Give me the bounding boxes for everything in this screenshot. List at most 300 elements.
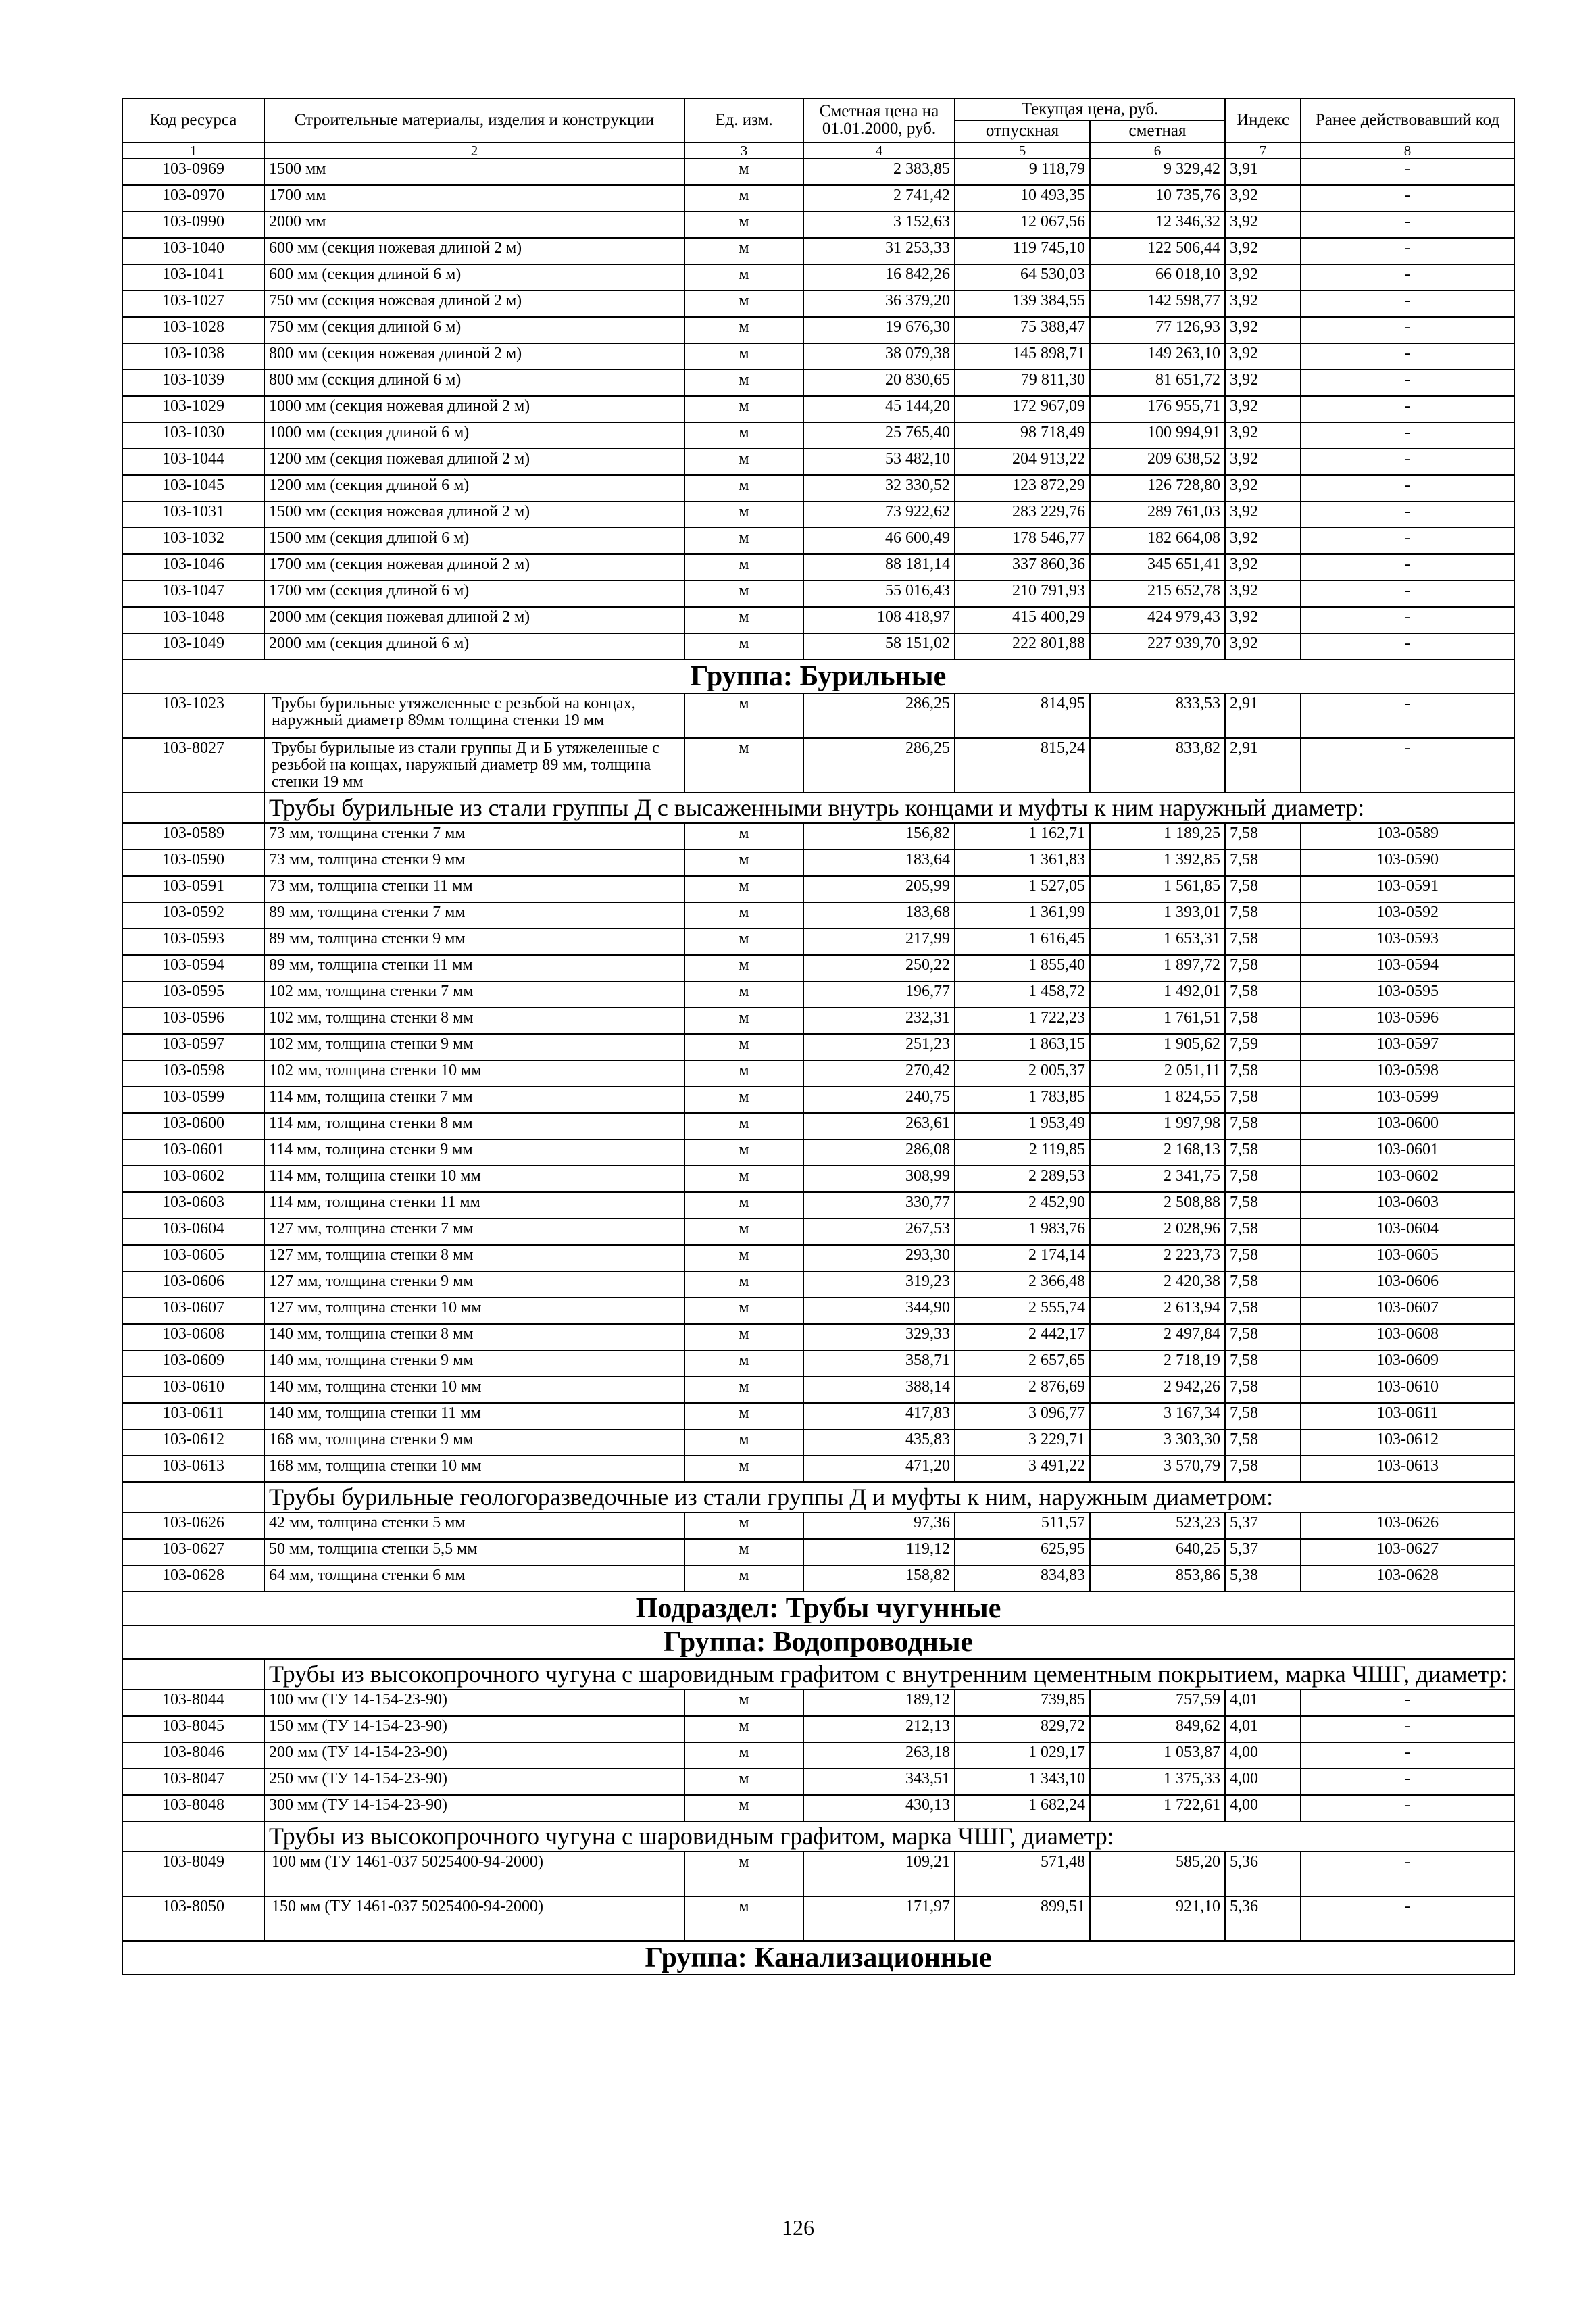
subgroup-heading: Трубы из высокопрочного чугуна с шаровидным графитом, марка ЧШГ, диаметр:	[264, 1821, 1514, 1852]
previous-code: 103-0601	[1301, 1139, 1514, 1166]
estimate-price: 2 718,19	[1090, 1350, 1225, 1377]
previous-code: 103-0594	[1301, 955, 1514, 981]
table-row	[122, 1769, 1514, 1795]
estimate-price: 2 223,73	[1090, 1245, 1225, 1271]
resource-code: 103-8048	[122, 1795, 264, 1821]
base-price: 73 922,62	[803, 501, 955, 528]
price-index: 3,92	[1225, 475, 1301, 501]
material-name: 50 мм, толщина стенки 5,5 мм	[264, 1539, 684, 1565]
base-price: 88 181,14	[803, 554, 955, 581]
previous-code: -	[1301, 396, 1514, 422]
base-price: 471,20	[803, 1456, 955, 1482]
release-price: 337 860,36	[955, 554, 1090, 581]
table-row	[122, 1403, 1514, 1429]
previous-code: -	[1301, 607, 1514, 633]
table-row	[122, 581, 1514, 607]
release-price: 1 361,99	[955, 902, 1090, 929]
unit: м	[684, 1245, 803, 1271]
previous-code: 103-0613	[1301, 1456, 1514, 1482]
release-price: 79 811,30	[955, 370, 1090, 396]
price-index: 7,58	[1225, 1060, 1301, 1087]
release-price: 2 119,85	[955, 1139, 1090, 1166]
base-price: 53 482,10	[803, 449, 955, 475]
price-sheet	[122, 98, 1514, 1975]
table-row	[122, 1456, 1514, 1482]
material-name: 250 мм (ТУ 14-154-23-90)	[264, 1769, 684, 1795]
release-price: 3 229,71	[955, 1429, 1090, 1456]
material-name: 140 мм, толщина стенки 11 мм	[264, 1403, 684, 1429]
subgroup-heading-row	[122, 1821, 1514, 1852]
estimate-price: 1 492,01	[1090, 981, 1225, 1008]
group-heading: Группа: Бурильные	[122, 660, 1514, 693]
table-row	[122, 1113, 1514, 1139]
base-price: 250,22	[803, 955, 955, 981]
price-index: 5,37	[1225, 1512, 1301, 1539]
material-name: 102 мм, толщина стенки 7 мм	[264, 981, 684, 1008]
base-price: 189,12	[803, 1690, 955, 1716]
release-price: 204 913,22	[955, 449, 1090, 475]
header-base-price: Сметная цена на 01.01.2000, руб.	[803, 99, 955, 143]
estimate-price: 77 126,93	[1090, 317, 1225, 343]
resource-code: 103-1045	[122, 475, 264, 501]
resource-code: 103-0627	[122, 1539, 264, 1565]
estimate-price: 2 028,96	[1090, 1218, 1225, 1245]
table-row	[122, 607, 1514, 633]
price-index: 3,92	[1225, 607, 1301, 633]
price-index: 3,92	[1225, 633, 1301, 660]
release-price: 2 174,14	[955, 1245, 1090, 1271]
subgroup-heading-row	[122, 1482, 1514, 1512]
previous-code: -	[1301, 449, 1514, 475]
previous-code: 103-0598	[1301, 1060, 1514, 1087]
price-index: 7,58	[1225, 1350, 1301, 1377]
estimate-price: 3 167,34	[1090, 1403, 1225, 1429]
release-price: 1 616,45	[955, 929, 1090, 955]
material-name: 42 мм, толщина стенки 5 мм	[264, 1512, 684, 1539]
price-index: 7,58	[1225, 1192, 1301, 1218]
unit: м	[684, 1795, 803, 1821]
previous-code: -	[1301, 1769, 1514, 1795]
previous-code: 103-0610	[1301, 1377, 1514, 1403]
base-price: 343,51	[803, 1769, 955, 1795]
material-name: 750 мм (секция длиной 6 м)	[264, 317, 684, 343]
resource-code: 103-0970	[122, 185, 264, 212]
material-name: 168 мм, толщина стенки 10 мм	[264, 1456, 684, 1482]
estimate-price: 1 761,51	[1090, 1008, 1225, 1034]
release-price: 571,48	[955, 1852, 1090, 1896]
previous-code: -	[1301, 693, 1514, 738]
base-price: 358,71	[803, 1350, 955, 1377]
material-name: 300 мм (ТУ 14-154-23-90)	[264, 1795, 684, 1821]
estimate-price: 1 905,62	[1090, 1034, 1225, 1060]
table-row	[122, 343, 1514, 370]
material-name: 73 мм, толщина стенки 11 мм	[264, 876, 684, 902]
table-row	[122, 449, 1514, 475]
table-row	[122, 1166, 1514, 1192]
table-row	[122, 738, 1514, 793]
previous-code: 103-0628	[1301, 1565, 1514, 1592]
estimate-price: 1 824,55	[1090, 1087, 1225, 1113]
price-index: 3,92	[1225, 396, 1301, 422]
unit: м	[684, 607, 803, 633]
price-index: 7,58	[1225, 1298, 1301, 1324]
estimate-price: 100 994,91	[1090, 422, 1225, 449]
base-price: 251,23	[803, 1034, 955, 1060]
estimate-price: 2 613,94	[1090, 1298, 1225, 1324]
resource-code: 103-8027	[122, 738, 264, 793]
resource-code: 103-8050	[122, 1896, 264, 1941]
previous-code: -	[1301, 581, 1514, 607]
table-row	[122, 1139, 1514, 1166]
header-estimate-price: сметная	[1090, 120, 1225, 142]
material-name: 73 мм, толщина стенки 7 мм	[264, 823, 684, 850]
release-price: 210 791,93	[955, 581, 1090, 607]
resource-code: 103-0591	[122, 876, 264, 902]
resource-code: 103-0607	[122, 1298, 264, 1324]
resource-code: 103-0609	[122, 1350, 264, 1377]
estimate-price: 424 979,43	[1090, 607, 1225, 633]
material-name: Трубы бурильные из стали группы Д и Б утяжеленные с резьбой на концах, наружный диаметр 89 мм, толщина стенки 19 мм	[264, 738, 684, 793]
header-prev-code: Ранее действовавший код	[1301, 99, 1514, 143]
subgroup-heading: Трубы из высокопрочного чугуна с шаровидным графитом с внутренним цементным покрытием, марка ЧШГ, диаметр:	[264, 1659, 1514, 1690]
price-index: 3,92	[1225, 238, 1301, 264]
material-name: 800 мм (секция ножевая длиной 2 м)	[264, 343, 684, 370]
table-row	[122, 1192, 1514, 1218]
release-price: 2 442,17	[955, 1324, 1090, 1350]
resource-code: 103-8045	[122, 1716, 264, 1742]
material-name: 73 мм, толщина стенки 9 мм	[264, 850, 684, 876]
resource-code: 103-0628	[122, 1565, 264, 1592]
table-row	[122, 264, 1514, 291]
previous-code: -	[1301, 554, 1514, 581]
release-price: 1 343,10	[955, 1769, 1090, 1795]
unit: м	[684, 1539, 803, 1565]
previous-code: -	[1301, 1690, 1514, 1716]
unit: м	[684, 554, 803, 581]
estimate-price: 12 346,32	[1090, 212, 1225, 238]
unit: м	[684, 1896, 803, 1941]
table-row	[122, 902, 1514, 929]
estimate-price: 3 303,30	[1090, 1429, 1225, 1456]
unit: м	[684, 264, 803, 291]
price-index: 7,58	[1225, 1245, 1301, 1271]
unit: м	[684, 1429, 803, 1456]
price-index: 7,58	[1225, 1008, 1301, 1034]
resource-code: 103-1029	[122, 396, 264, 422]
group-heading-row	[122, 660, 1514, 693]
previous-code: 103-0611	[1301, 1403, 1514, 1429]
estimate-price: 2 942,26	[1090, 1377, 1225, 1403]
release-price: 172 967,09	[955, 396, 1090, 422]
unit: м	[684, 1690, 803, 1716]
material-name: 127 мм, толщина стенки 7 мм	[264, 1218, 684, 1245]
previous-code: 103-0603	[1301, 1192, 1514, 1218]
table-row	[122, 981, 1514, 1008]
estimate-price: 921,10	[1090, 1896, 1225, 1941]
header-current-price: Текущая цена, руб.	[955, 99, 1225, 120]
estimate-price: 853,86	[1090, 1565, 1225, 1592]
resource-code: 103-0611	[122, 1403, 264, 1429]
price-index: 2,91	[1225, 693, 1301, 738]
base-price: 36 379,20	[803, 291, 955, 317]
resource-code: 103-0589	[122, 823, 264, 850]
price-index: 4,01	[1225, 1716, 1301, 1742]
previous-code: 103-0596	[1301, 1008, 1514, 1034]
price-index: 3,92	[1225, 264, 1301, 291]
estimate-price: 182 664,08	[1090, 528, 1225, 554]
material-name: 2000 мм (секция ножевая длиной 2 м)	[264, 607, 684, 633]
material-name: 1000 мм (секция длиной 6 м)	[264, 422, 684, 449]
material-name: 102 мм, толщина стенки 9 мм	[264, 1034, 684, 1060]
release-price: 829,72	[955, 1716, 1090, 1742]
empty-cell	[122, 1659, 264, 1690]
unit: м	[684, 1769, 803, 1795]
previous-code: 103-0609	[1301, 1350, 1514, 1377]
table-row	[122, 1896, 1514, 1941]
previous-code: -	[1301, 1795, 1514, 1821]
estimate-price: 2 051,11	[1090, 1060, 1225, 1087]
estimate-price: 2 341,75	[1090, 1166, 1225, 1192]
table-row	[122, 1060, 1514, 1087]
base-price: 55 016,43	[803, 581, 955, 607]
base-price: 205,99	[803, 876, 955, 902]
estimate-price: 3 570,79	[1090, 1456, 1225, 1482]
release-price: 1 953,49	[955, 1113, 1090, 1139]
material-name: 64 мм, толщина стенки 6 мм	[264, 1565, 684, 1592]
resource-code: 103-0595	[122, 981, 264, 1008]
price-index: 7,58	[1225, 1139, 1301, 1166]
resource-code: 103-0969	[122, 159, 264, 185]
previous-code: -	[1301, 475, 1514, 501]
release-price: 2 555,74	[955, 1298, 1090, 1324]
estimate-price: 2 420,38	[1090, 1271, 1225, 1298]
previous-code: -	[1301, 1716, 1514, 1742]
release-price: 1 855,40	[955, 955, 1090, 981]
base-price: 19 676,30	[803, 317, 955, 343]
material-name: 100 мм (ТУ 14-154-23-90)	[264, 1690, 684, 1716]
estimate-price: 833,82	[1090, 738, 1225, 793]
group-heading-row	[122, 1592, 1514, 1625]
unit: м	[684, 1192, 803, 1218]
base-price: 2 741,42	[803, 185, 955, 212]
resource-code: 103-1031	[122, 501, 264, 528]
unit: м	[684, 1350, 803, 1377]
table-row	[122, 633, 1514, 660]
price-index: 3,92	[1225, 449, 1301, 475]
price-index: 4,00	[1225, 1795, 1301, 1821]
release-price: 511,57	[955, 1512, 1090, 1539]
material-name: 140 мм, толщина стенки 8 мм	[264, 1324, 684, 1350]
unit: м	[684, 1218, 803, 1245]
previous-code: -	[1301, 238, 1514, 264]
material-name: 1500 мм (секция длиной 6 м)	[264, 528, 684, 554]
material-name: 150 мм (ТУ 1461-037 5025400-94-2000)	[264, 1896, 684, 1941]
table-row	[122, 1245, 1514, 1271]
base-price: 217,99	[803, 929, 955, 955]
estimate-price: 2 168,13	[1090, 1139, 1225, 1166]
release-price: 75 388,47	[955, 317, 1090, 343]
unit: м	[684, 291, 803, 317]
unit: м	[684, 1087, 803, 1113]
group-heading: Группа: Канализационные	[122, 1941, 1514, 1975]
unit: м	[684, 475, 803, 501]
material-name: 114 мм, толщина стенки 9 мм	[264, 1139, 684, 1166]
estimate-price: 640,25	[1090, 1539, 1225, 1565]
material-name: Трубы бурильные утяжеленные с резьбой на концах, наружный диаметр 89мм толщина стенки 19 мм	[264, 693, 684, 738]
material-name: 2000 мм (секция длиной 6 м)	[264, 633, 684, 660]
group-heading-row	[122, 1941, 1514, 1975]
column-number: 5	[955, 143, 1090, 159]
base-price: 16 842,26	[803, 264, 955, 291]
price-index: 4,00	[1225, 1769, 1301, 1795]
estimate-price: 9 329,42	[1090, 159, 1225, 185]
release-price: 2 876,69	[955, 1377, 1090, 1403]
release-price: 1 983,76	[955, 1218, 1090, 1245]
price-index: 3,92	[1225, 501, 1301, 528]
estimate-price: 1 392,85	[1090, 850, 1225, 876]
estimate-price: 227 939,70	[1090, 633, 1225, 660]
base-price: 388,14	[803, 1377, 955, 1403]
unit: м	[684, 1716, 803, 1742]
unit: м	[684, 823, 803, 850]
table-row	[122, 554, 1514, 581]
unit: м	[684, 1377, 803, 1403]
previous-code: 103-0606	[1301, 1271, 1514, 1298]
base-price: 183,64	[803, 850, 955, 876]
base-price: 171,97	[803, 1896, 955, 1941]
unit: м	[684, 528, 803, 554]
estimate-price: 1 897,72	[1090, 955, 1225, 981]
material-name: 168 мм, толщина стенки 9 мм	[264, 1429, 684, 1456]
resource-code: 103-8047	[122, 1769, 264, 1795]
unit: м	[684, 738, 803, 793]
resource-code: 103-1049	[122, 633, 264, 660]
price-index: 2,91	[1225, 738, 1301, 793]
previous-code: 103-0597	[1301, 1034, 1514, 1060]
previous-code: 103-0605	[1301, 1245, 1514, 1271]
table-row	[122, 317, 1514, 343]
material-name: 140 мм, толщина стенки 10 мм	[264, 1377, 684, 1403]
price-index: 3,92	[1225, 317, 1301, 343]
table-row	[122, 1271, 1514, 1298]
estimate-price: 833,53	[1090, 693, 1225, 738]
release-price: 415 400,29	[955, 607, 1090, 633]
material-name: 2000 мм	[264, 212, 684, 238]
previous-code: -	[1301, 370, 1514, 396]
estimate-price: 289 761,03	[1090, 501, 1225, 528]
table-row	[122, 1539, 1514, 1565]
resource-code: 103-1040	[122, 238, 264, 264]
empty-cell	[122, 1482, 264, 1512]
unit: м	[684, 396, 803, 422]
header-unit: Ед. изм.	[684, 99, 803, 143]
material-name: 102 мм, толщина стенки 8 мм	[264, 1008, 684, 1034]
column-number: 3	[684, 143, 803, 159]
material-name: 89 мм, толщина стенки 11 мм	[264, 955, 684, 981]
unit: м	[684, 955, 803, 981]
material-name: 102 мм, толщина стенки 10 мм	[264, 1060, 684, 1087]
unit: м	[684, 343, 803, 370]
base-price: 286,25	[803, 738, 955, 793]
release-price: 625,95	[955, 1539, 1090, 1565]
release-price: 12 067,56	[955, 212, 1090, 238]
resource-code: 103-1030	[122, 422, 264, 449]
unit: м	[684, 1298, 803, 1324]
previous-code: 103-0602	[1301, 1166, 1514, 1192]
resource-code: 103-1028	[122, 317, 264, 343]
table-row	[122, 1716, 1514, 1742]
resource-code: 103-8049	[122, 1852, 264, 1896]
release-price: 2 289,53	[955, 1166, 1090, 1192]
page-number: 126	[782, 2215, 814, 2240]
price-index: 7,59	[1225, 1034, 1301, 1060]
release-price: 3 491,22	[955, 1456, 1090, 1482]
resource-code: 103-0603	[122, 1192, 264, 1218]
price-index: 3,92	[1225, 554, 1301, 581]
base-price: 263,61	[803, 1113, 955, 1139]
unit: м	[684, 238, 803, 264]
release-price: 98 718,49	[955, 422, 1090, 449]
previous-code: -	[1301, 212, 1514, 238]
unit: м	[684, 1324, 803, 1350]
resource-code: 103-0606	[122, 1271, 264, 1298]
column-number: 4	[803, 143, 955, 159]
release-price: 2 366,48	[955, 1271, 1090, 1298]
release-price: 119 745,10	[955, 238, 1090, 264]
estimate-price: 523,23	[1090, 1512, 1225, 1539]
price-index: 7,58	[1225, 902, 1301, 929]
table-row	[122, 396, 1514, 422]
resource-code: 103-1027	[122, 291, 264, 317]
release-price: 899,51	[955, 1896, 1090, 1941]
table-row	[122, 1795, 1514, 1821]
resource-code: 103-0613	[122, 1456, 264, 1482]
estimate-price: 209 638,52	[1090, 449, 1225, 475]
header-row-1	[122, 99, 1514, 120]
unit: м	[684, 501, 803, 528]
price-index: 7,58	[1225, 1113, 1301, 1139]
material-name: 1000 мм (секция ножевая длиной 2 м)	[264, 396, 684, 422]
base-price: 183,68	[803, 902, 955, 929]
estimate-price: 1 653,31	[1090, 929, 1225, 955]
estimate-price: 2 497,84	[1090, 1324, 1225, 1350]
estimate-price: 1 189,25	[1090, 823, 1225, 850]
price-index: 3,92	[1225, 212, 1301, 238]
release-price: 64 530,03	[955, 264, 1090, 291]
resource-code: 103-1038	[122, 343, 264, 370]
estimate-price: 585,20	[1090, 1852, 1225, 1896]
price-table	[122, 98, 1515, 1975]
unit: м	[684, 449, 803, 475]
material-name: 1500 мм (секция ножевая длиной 2 м)	[264, 501, 684, 528]
table-row	[122, 876, 1514, 902]
estimate-price: 2 508,88	[1090, 1192, 1225, 1218]
column-number: 2	[264, 143, 684, 159]
material-name: 1200 мм (секция ножевая длиной 2 м)	[264, 449, 684, 475]
release-price: 145 898,71	[955, 343, 1090, 370]
material-name: 114 мм, толщина стенки 11 мм	[264, 1192, 684, 1218]
table-row	[122, 850, 1514, 876]
table-row	[122, 475, 1514, 501]
base-price: 417,83	[803, 1403, 955, 1429]
estimate-price: 149 263,10	[1090, 343, 1225, 370]
release-price: 739,85	[955, 1690, 1090, 1716]
material-name: 600 мм (секция ножевая длиной 2 м)	[264, 238, 684, 264]
release-price: 1 682,24	[955, 1795, 1090, 1821]
unit: м	[684, 929, 803, 955]
resource-code: 103-0590	[122, 850, 264, 876]
base-price: 270,42	[803, 1060, 955, 1087]
